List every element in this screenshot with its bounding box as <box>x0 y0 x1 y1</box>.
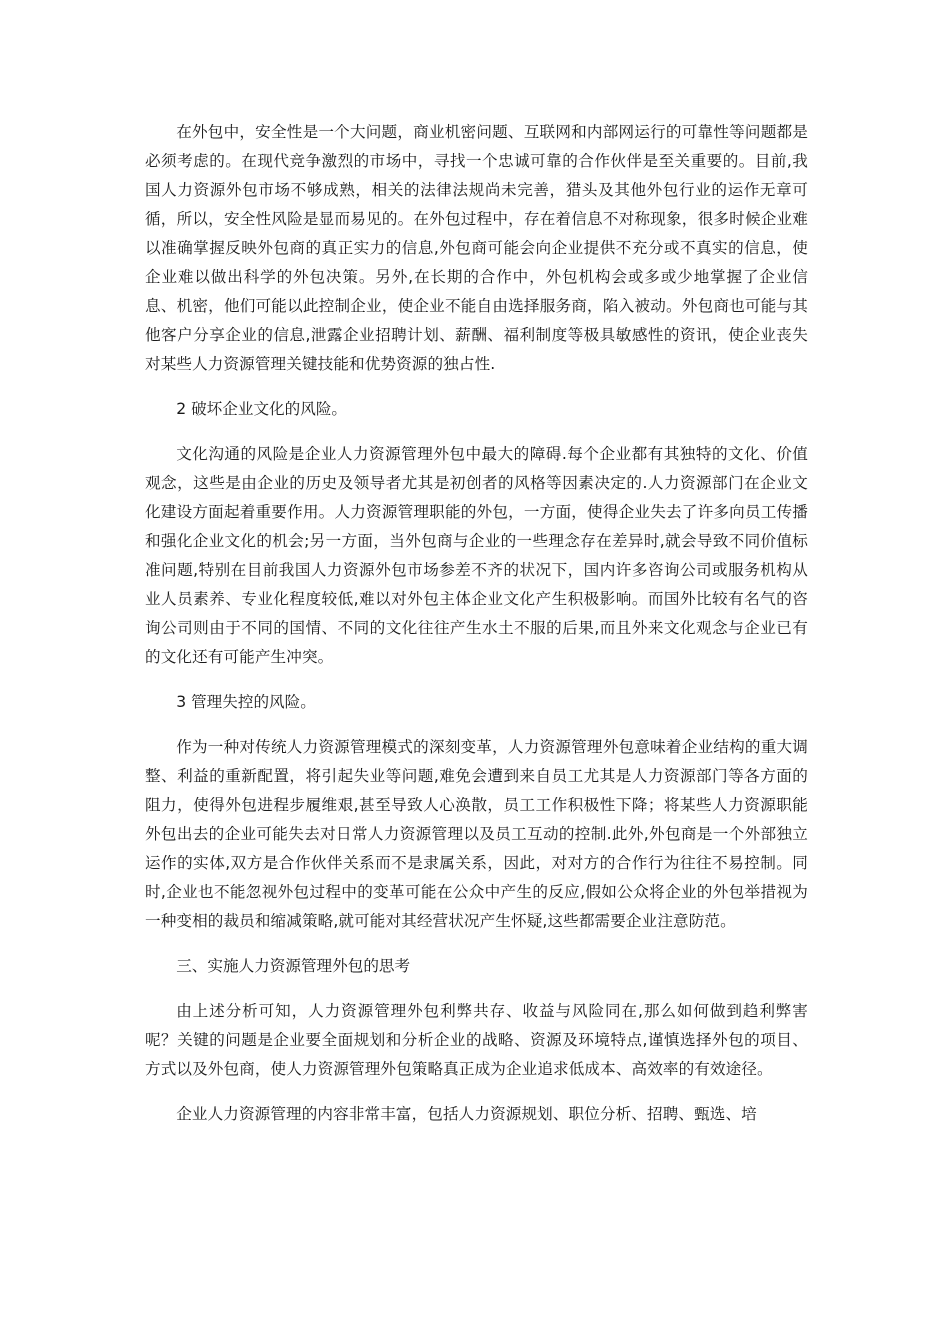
document-body <box>145 118 808 1129</box>
paragraph-analysis-summary: 由上述分析可知，人力资源管理外包利弊共存、收益与风险同在,那么如何做到趋利弊害呢？关键的问题是企业要全面规划和分析企业的战略、资源及环境特点,谨慎选择外包的项目、方式以及外包商，使人力资源管理外包策略真正成为企业追求低成本、高效率的有效途径。 <box>145 1002 808 1078</box>
heading-implementation-thoughts: 三、实施人力资源管理外包的思考 <box>176 957 411 975</box>
paragraph-culture-communication-risk: 文化沟通的风险是企业人力资源管理外包中最大的障碍.每个企业都有其独特的文化、价值观念，这些是由企业的历史及领导者尤其是初创者的风格等因素决定的.人力资源部门在企业文化建设方面起着重要作用。人力资源管理职能的外包，一方面，使得企业失去了许多向员工传播和强化企业文化的机会;另一方面，当外包商与企业的一些理念存在差异时,就会导致不同价值标准问题,特别在目前我国人力资源外包市场参差不齐的状况下，国内许多咨询公司或服务机构从业人员素养、专业化程度较低,难以对外包主体企业文化产生积极影响。而国外比较有名气的咨询公司则由于不同的国情、不同的文化往往产生水土不服的后果,而且外来文化观念与企业已有的文化还有可能产生冲突。 <box>145 445 808 666</box>
paragraph-management-control-risk: 作为一种对传统人力资源管理模式的深刻变革，人力资源管理外包意味着企业结构的重大调整、利益的重新配置，将引起失业等问题,难免会遭到来自员工尤其是人力资源部门等各方面的阻力，使得外包进程步履维艰,甚至导致人心涣散，员工工作积极性下降；将某些人力资源职能外包出去的企业可能失去对日常人力资源管理以及员工互动的控制.此外,外包商是一个外部独立运作的实体,双方是合作伙伴关系而不是隶属关系，因此，对对方的合作行为往往不易控制。同时,企业也不能忽视外包过程中的变革可能在公众中产生的反应,假如公众将企业的外包举措视为一种变相的裁员和缩减策略,就可能对其经营状况产生怀疑,这些都需要企业注意防范。 <box>145 738 808 930</box>
heading-corporate-culture-risk: 2 破坏企业文化的风险。 <box>176 400 348 418</box>
paragraph-hr-management-content: 企业人力资源管理的内容非常丰富，包括人力资源规划、职位分析、招聘、甄选、培 <box>176 1105 757 1123</box>
heading-management-control-risk: 3 管理失控的风险。 <box>176 693 316 711</box>
paragraph-outsourcing-security-risk: 在外包中，安全性是一个大问题，商业机密问题、互联网和内部网运行的可靠性等问题都是必须考虑的。在现代竞争激烈的市场中，寻找一个忠诚可靠的合作伙伴是至关重要的。目前,我国人力资源外包市场不够成熟，相关的法律法规尚未完善，猎头及其他外包行业的运作无章可循，所以，安全性风险是显而易见的。在外包过程中，存在着信息不对称现象，很多时候企业难以准确掌握反映外包商的真正实力的信息,外包商可能会向企业提供不充分或不真实的信息，使企业难以做出科学的外包决策。另外,在长期的合作中，外包机构会或多或少地掌握了企业信息、机密，他们可能以此控制企业，使企业不能自由选择服务商，陷入被动。外包商也可能与其他客户分享企业的信息,泄露企业招聘计划、薪酬、福利制度等极具敏感性的资讯，使企业丧失对某些人力资源管理关键技能和优势资源的独占性. <box>145 123 808 373</box>
